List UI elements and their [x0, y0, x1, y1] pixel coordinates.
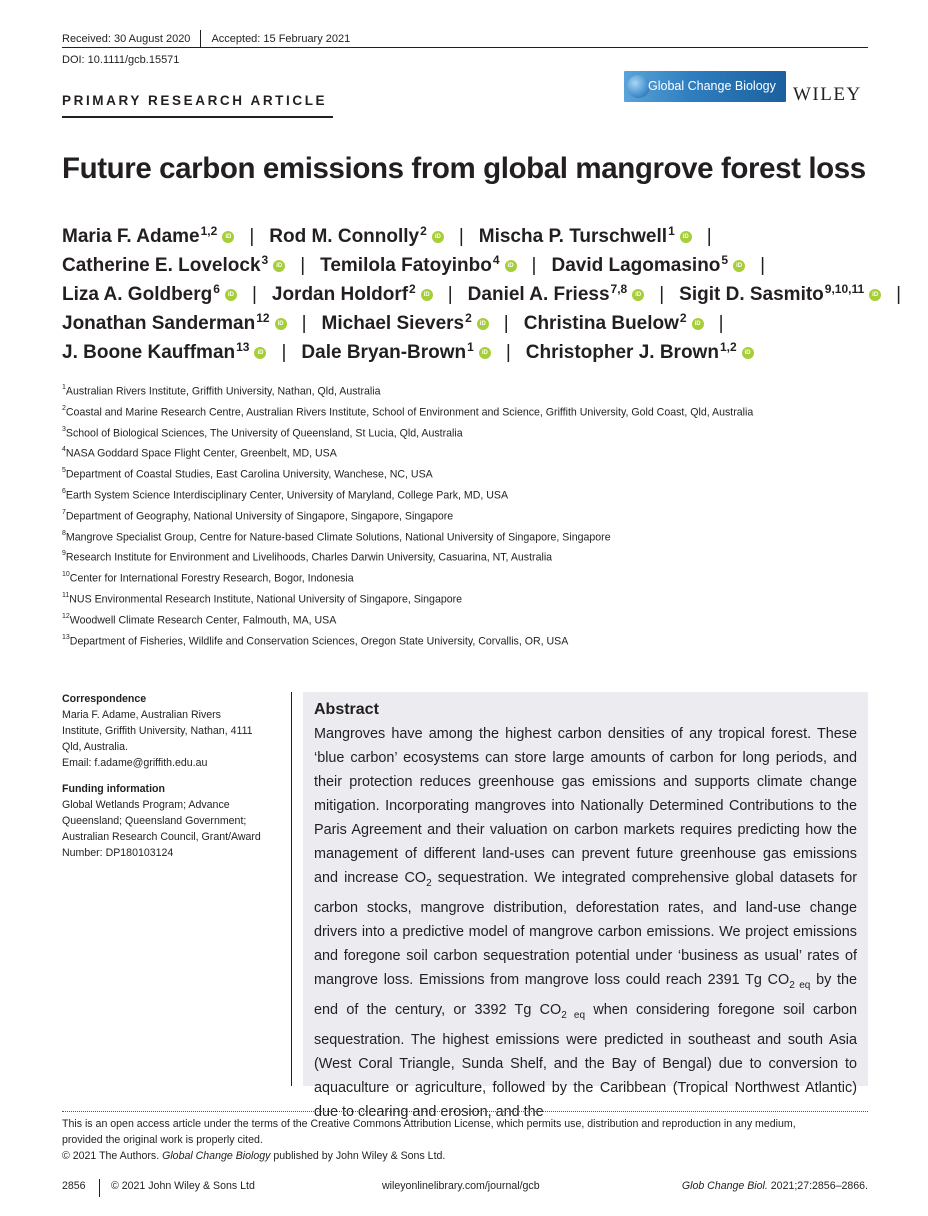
affiliation: $^9$Research Institute for Environment and Livelihoods, Charles Darwin University, Casuarina, NT, Australia [62, 550, 553, 564]
author-affil-sup: 3 [261, 252, 269, 267]
author[interactable] [62, 223, 234, 248]
affiliation: $^2$Coastal and Marine Research Centre, Australian Rivers Institute, School of Environment and Science, Griffith University, Gold Coast, Qld, Australia [62, 404, 754, 419]
author[interactable] [271, 281, 433, 306]
journal-logo-text: Global Change Biology [648, 79, 776, 93]
affiliation: $^3$School of Biological Sciences, The University of Queensland, St Lucia, Qld, Australia [62, 425, 463, 440]
affiliation: $^4$NASA Goddard Space Flight Center, Greenbelt, MD, USA [62, 446, 337, 460]
author[interactable] [321, 310, 489, 335]
author[interactable] [467, 281, 645, 306]
author-name: Mischa P. Turschwell [478, 225, 668, 247]
doi[interactable]: DOI: 10.1111/gcb.15571 [62, 54, 180, 66]
orcid-icon[interactable] [742, 347, 754, 359]
sidebar-divider [291, 692, 292, 1086]
article-type: PRIMARY RESEARCH ARTICLE [62, 93, 328, 108]
publisher-logo[interactable]: WILEY [793, 84, 862, 105]
author-name: Sigit D. Sasmito [679, 283, 824, 305]
affiliation: $^5$Department of Coastal Studies, East Carolina University, Wanchese, NC, USA [62, 467, 433, 481]
received-accepted-line [62, 30, 350, 48]
orcid-icon[interactable] [479, 347, 491, 359]
orcid-icon[interactable] [505, 260, 517, 272]
orcid-icon[interactable] [222, 231, 234, 243]
orcid-icon[interactable] [273, 260, 285, 272]
author-affil-sup: 2 [679, 310, 687, 325]
orcid-icon[interactable] [225, 289, 237, 301]
correspondence-line: Qld, Australia. [62, 741, 128, 753]
orcid-icon[interactable] [275, 318, 287, 330]
author[interactable] [679, 281, 881, 306]
author-separator: | [281, 341, 287, 363]
author[interactable] [62, 339, 266, 364]
author-separator: | [896, 283, 902, 305]
author-line [62, 338, 872, 367]
correspondence-line: Maria F. Adame, Australian Rivers [62, 709, 221, 721]
affiliation: $^7$Department of Geography, National University of Singapore, Singapore, Singapore [62, 508, 454, 523]
author[interactable] [301, 339, 490, 364]
author-separator: | [718, 312, 724, 334]
author-affil-sup: 2 [409, 281, 416, 296]
funding-line: Queensland; Queensland Government; [62, 815, 247, 827]
orcid-icon[interactable] [421, 289, 433, 301]
affiliation: $^8$Mangrove Specialist Group, Centre for Nature-based Climate Solutions, National University of Singapore, Singapore [62, 529, 611, 544]
author[interactable] [478, 223, 692, 248]
copyright-line: © 2021 The Authors. Global Change Biology published by John Wiley & Sons Ltd. [62, 1150, 446, 1162]
correspondence-heading: Correspondence [62, 693, 147, 705]
author-affil-sup: 4 [492, 252, 500, 267]
author-separator: | [531, 254, 537, 276]
orcid-icon[interactable] [632, 289, 644, 301]
received-date: Received: 30 August 2020 [62, 33, 191, 45]
journal-logo[interactable] [624, 71, 786, 102]
correspondence-line: Institute, Griffith University, Nathan, 4111 [62, 725, 253, 737]
license-line: This is an open access article under the terms of the Creative Commons Attribution License, which permits use, distribution and reproduction in any medium, [62, 1118, 796, 1130]
author[interactable] [62, 281, 237, 306]
page-footer [62, 1180, 868, 1196]
author-name: Liza A. Goldberg [62, 283, 213, 305]
correspondence-email[interactable]: Email: f.adame@griffith.edu.au [62, 757, 208, 769]
author-list [62, 222, 902, 367]
author-name: Temilola Fatoyinbo [320, 254, 492, 276]
license-divider [62, 1111, 868, 1112]
author-affil-sup: 2 [465, 310, 472, 325]
article-title: Future carbon emissions from global mangrove forest loss [62, 152, 866, 185]
accepted-date: Accepted: 15 February 2021 [211, 33, 351, 45]
author-name: Michael Sievers [321, 312, 465, 334]
affiliation: $^6$Earth System Science Interdisciplinary Center, University of Maryland, College Park, MD, USA [62, 487, 509, 502]
license-line: provided the original work is properly cited. [62, 1134, 263, 1146]
author-separator: | [458, 225, 464, 247]
author-separator: | [249, 225, 255, 247]
affiliation: $^1$Australian Rivers Institute, Griffith University, Nathan, Qld, Australia [62, 384, 381, 398]
author-separator: | [503, 312, 509, 334]
orcid-icon[interactable] [477, 318, 489, 330]
author-name: Christopher J. Brown [525, 341, 719, 363]
footer-copyright: © 2021 John Wiley & Sons Ltd [111, 1180, 255, 1192]
journal-url[interactable]: wileyonlinelibrary.com/journal/gcb [382, 1180, 540, 1192]
abstract-box [303, 692, 868, 1120]
author-name: Christina Buelow [523, 312, 679, 334]
article-type-rule [62, 116, 333, 118]
author[interactable] [523, 310, 704, 335]
author-affil-sup: 12 [256, 310, 270, 325]
author-line [62, 222, 872, 251]
orcid-icon[interactable] [692, 318, 704, 330]
orcid-icon[interactable] [733, 260, 745, 272]
author-name: Catherine E. Lovelock [62, 254, 261, 276]
author-name: Dale Bryan-Brown [301, 341, 467, 363]
author-name: Jordan Holdorf [271, 283, 409, 305]
author-affil-sup: 5 [721, 252, 729, 267]
author-affil-sup: 6 [213, 281, 220, 296]
funding-line: Number: DP180103124 [62, 847, 174, 859]
author-name: J. Boone Kauffman [62, 341, 236, 363]
license-notice [62, 1116, 868, 1164]
affiliation-list [62, 385, 753, 655]
funding-heading: Funding information [62, 783, 165, 795]
orcid-icon[interactable] [254, 347, 266, 359]
author-affil-sup: 1 [668, 223, 675, 238]
abstract-heading: Abstract [314, 701, 379, 718]
orcid-icon[interactable] [680, 231, 692, 243]
author-separator: | [300, 254, 306, 276]
article-sidebar [62, 691, 284, 871]
author-affil-sup: 1,2 [200, 223, 218, 238]
author-separator: | [505, 341, 511, 363]
author[interactable] [62, 310, 287, 335]
header-rule [62, 47, 868, 48]
correspondence-block [62, 691, 284, 771]
funding-block [62, 781, 284, 861]
author-separator: | [447, 283, 453, 305]
author-name: Rod M. Connolly [269, 225, 420, 247]
globe-icon [627, 75, 650, 98]
author-name: Jonathan Sanderman [62, 312, 256, 334]
author-name: David Lagomasino [551, 254, 721, 276]
author-separator: | [251, 283, 257, 305]
author-affil-sup: 9,10,11 [824, 281, 865, 296]
affiliation: $^{12}$Woodwell Climate Research Center, Falmouth, MA, USA [62, 612, 337, 627]
author-separator: | [760, 254, 766, 276]
orcid-icon[interactable] [432, 231, 444, 243]
author-affil-sup: 7,8 [610, 281, 628, 296]
author[interactable] [320, 252, 516, 277]
author-separator: | [301, 312, 307, 334]
journal-citation: Glob Change Biol. 2021;27:2856–2866. [681, 1180, 868, 1192]
author-line [62, 251, 872, 280]
author-separator: | [659, 283, 665, 305]
author[interactable] [62, 252, 285, 277]
author[interactable] [525, 339, 754, 364]
header-separator [200, 30, 201, 48]
footer-separator [99, 1179, 100, 1197]
author-affil-sup: 1 [467, 339, 474, 354]
author-line [62, 309, 872, 338]
author-affil-sup: 1,2 [719, 339, 737, 354]
page-number: 2856 [62, 1180, 86, 1192]
author-affil-sup: 2 [420, 223, 427, 238]
author-name: Maria F. Adame [62, 225, 200, 247]
author-affil-sup: 13 [236, 339, 250, 354]
author-separator: | [706, 225, 712, 247]
funding-line: Global Wetlands Program; Advance [62, 799, 230, 811]
affiliation: $^{11}$NUS Environmental Research Institute, National University of Singapore, Singapore [62, 591, 463, 606]
author-line [62, 280, 902, 309]
funding-line: Australian Research Council, Grant/Award [62, 831, 261, 843]
orcid-icon[interactable] [869, 289, 881, 301]
affiliation: $^{10}$Center for International Forestry Research, Bogor, Indonesia [62, 571, 354, 585]
author-name: Daniel A. Friess [467, 283, 610, 305]
affiliation: $^{13}$Department of Fisheries, Wildlife and Conservation Sciences, Oregon State University, Corvallis, OR, USA [62, 633, 569, 648]
abstract-text: Mangroves have among the highest carbon densities of any tropical forest. These ‘blue carbon’ ecosystems can store large amounts of carbon for long periods, and their protection reduces greenhouse gas emissions and supports climate change mitigation. Incorporating mangroves into Nationally Determined Contributions to the Paris Agreement and their valuation on carbon markets requires predicting how the management of different land-uses can prevent future greenhouse gas emissions and increase $CO_2$ sequestration. We integrated comprehensive global datasets for carbon stocks, mangrove distribution, deforestation rates, and land-use change drivers into a predictive model of mangrove carbon emissions. We project emissions and foregone soil carbon sequestration potential under ‘business as usual’ rates of mangrove loss. Emissions from mangrove loss could reach 2391 Tg $CO_{2 eq}$ by the end of the century, or 3392 Tg $CO_{2 eq}$ when considering foregone soil carbon sequestration. The highest emissions were predicted in southeast and south Asia (West Coral Triangle, Sunda Shelf, and the Bay of Bengal) due to conversion to aquaculture or agriculture, followed by the Caribbean (Tropical Northwest Atlantic) due to clearing and erosion, and the [314, 726, 858, 1120]
author[interactable] [269, 223, 444, 248]
author[interactable] [551, 252, 745, 277]
